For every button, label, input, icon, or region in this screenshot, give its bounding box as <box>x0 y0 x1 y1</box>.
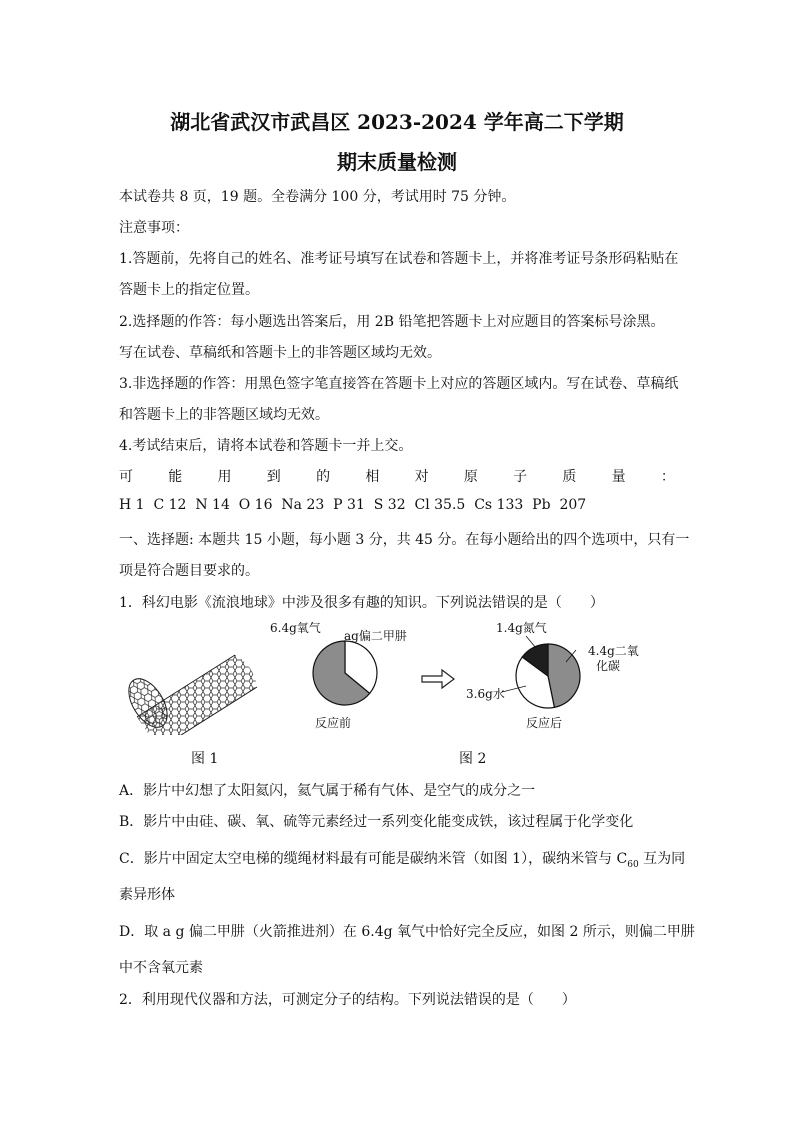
question-2-stem: 2．利用现代仪器和方法，可测定分子的结构。下列说法错误的是（ ） <box>119 992 576 1008</box>
label-fuel: ag偏二甲肼 <box>344 629 407 643</box>
note-line: 2.选择题的作答：每小题选出答案后，用 2B 铅笔把答题卡上对应题目的答案标号涂黑。 <box>119 314 665 330</box>
title-line-1: 湖北省武汉市武昌区 2023-2024 学年高二下学期 <box>170 110 624 134</box>
pie-after <box>516 644 580 708</box>
title-line-2: 期末质量检测 <box>337 150 457 174</box>
note-line: 1.答题前，先将自己的姓名、准考证号填写在试卷和答题卡上，并将准考证号条形码粘贴在 <box>119 251 679 267</box>
option-d: D．取 a g 偏二甲肼（火箭推进剂）在 6.4g 氧气中恰好完全反应，如图 2 所示，则偏二甲肼 <box>119 924 695 940</box>
caption-before: 反应前 <box>315 716 352 730</box>
figure-2-caption: 图 2 <box>459 751 487 767</box>
option-a: A．影片中幻想了太阳氦闪，氦气属于稀有气体、是空气的成分之一 <box>119 783 536 799</box>
carbon-nanotube-figure <box>123 625 273 735</box>
note-line: 3.非选择题的作答：用黑色签字笔直接答在答题卡上对应的答题区域内。写在试卷、草稿纸 <box>119 376 679 392</box>
question-1-stem: 1．科幻电影《流浪地球》中涉及很多有趣的知识。下列说法错误的是（ ） <box>119 595 604 611</box>
figure-1-caption: 图 1 <box>191 751 219 767</box>
note-line: 4.考试结束后，请将本试卷和答题卡一并上交。 <box>119 438 413 454</box>
label-nitrogen: 1.4g氮气 <box>496 621 547 635</box>
note-line: 写在试卷、草稿纸和答题卡上的非答题区域均无效。 <box>119 345 441 361</box>
notes-heading: 注意事项： <box>119 220 189 236</box>
section-1-heading: 一、选择题: 本题共 15 小题，每小题 3 分，共 45 分。在每小题给出的四个选项中，只有一 <box>119 532 690 548</box>
pie-before <box>313 641 377 705</box>
option-c-cont: 素异形体 <box>119 887 175 903</box>
option-c: C．影片中固定太空电梯的缆绳材料最有可能是碳纳米管（如图 1），碳纳米管与 $C_{60}$ 互为同 <box>119 851 686 870</box>
note-line: 和答题卡上的非答题区域均无效。 <box>119 407 329 423</box>
note-line: 答题卡上的指定位置。 <box>119 282 259 298</box>
option-b: B．影片中由硅、碳、氧、硫等元素经过一系列变化能变成铁，该过程属于化学变化 <box>119 814 634 830</box>
arrow-icon <box>422 670 454 688</box>
reaction-pie-figure <box>270 618 650 733</box>
atomic-masses: H 1 C 12 N 14 O 16 Na 23 P 31 S 32 Cl 35.5 Cs 133 Pb 207 <box>119 497 587 513</box>
label-oxygen: 6.4g氧气 <box>270 621 321 635</box>
option-d-cont: 中不含氧元素 <box>119 960 203 976</box>
section-1-heading-cont: 项是符合题目要求的。 <box>119 563 259 579</box>
label-co2-cont: 化碳 <box>596 659 621 673</box>
atomic-mass-label: 可 能 用 到 的 相 对 原 子 质 量 ： <box>119 469 675 485</box>
label-water: 3.6g水 <box>466 687 505 701</box>
intro-text: 本试卷共 8 页，19 题。全卷满分 100 分，考试用时 75 分钟。 <box>119 189 516 205</box>
nanotube-body <box>123 625 273 735</box>
label-co2: 4.4g二氧 <box>588 644 639 658</box>
caption-after: 反应后 <box>526 716 563 730</box>
